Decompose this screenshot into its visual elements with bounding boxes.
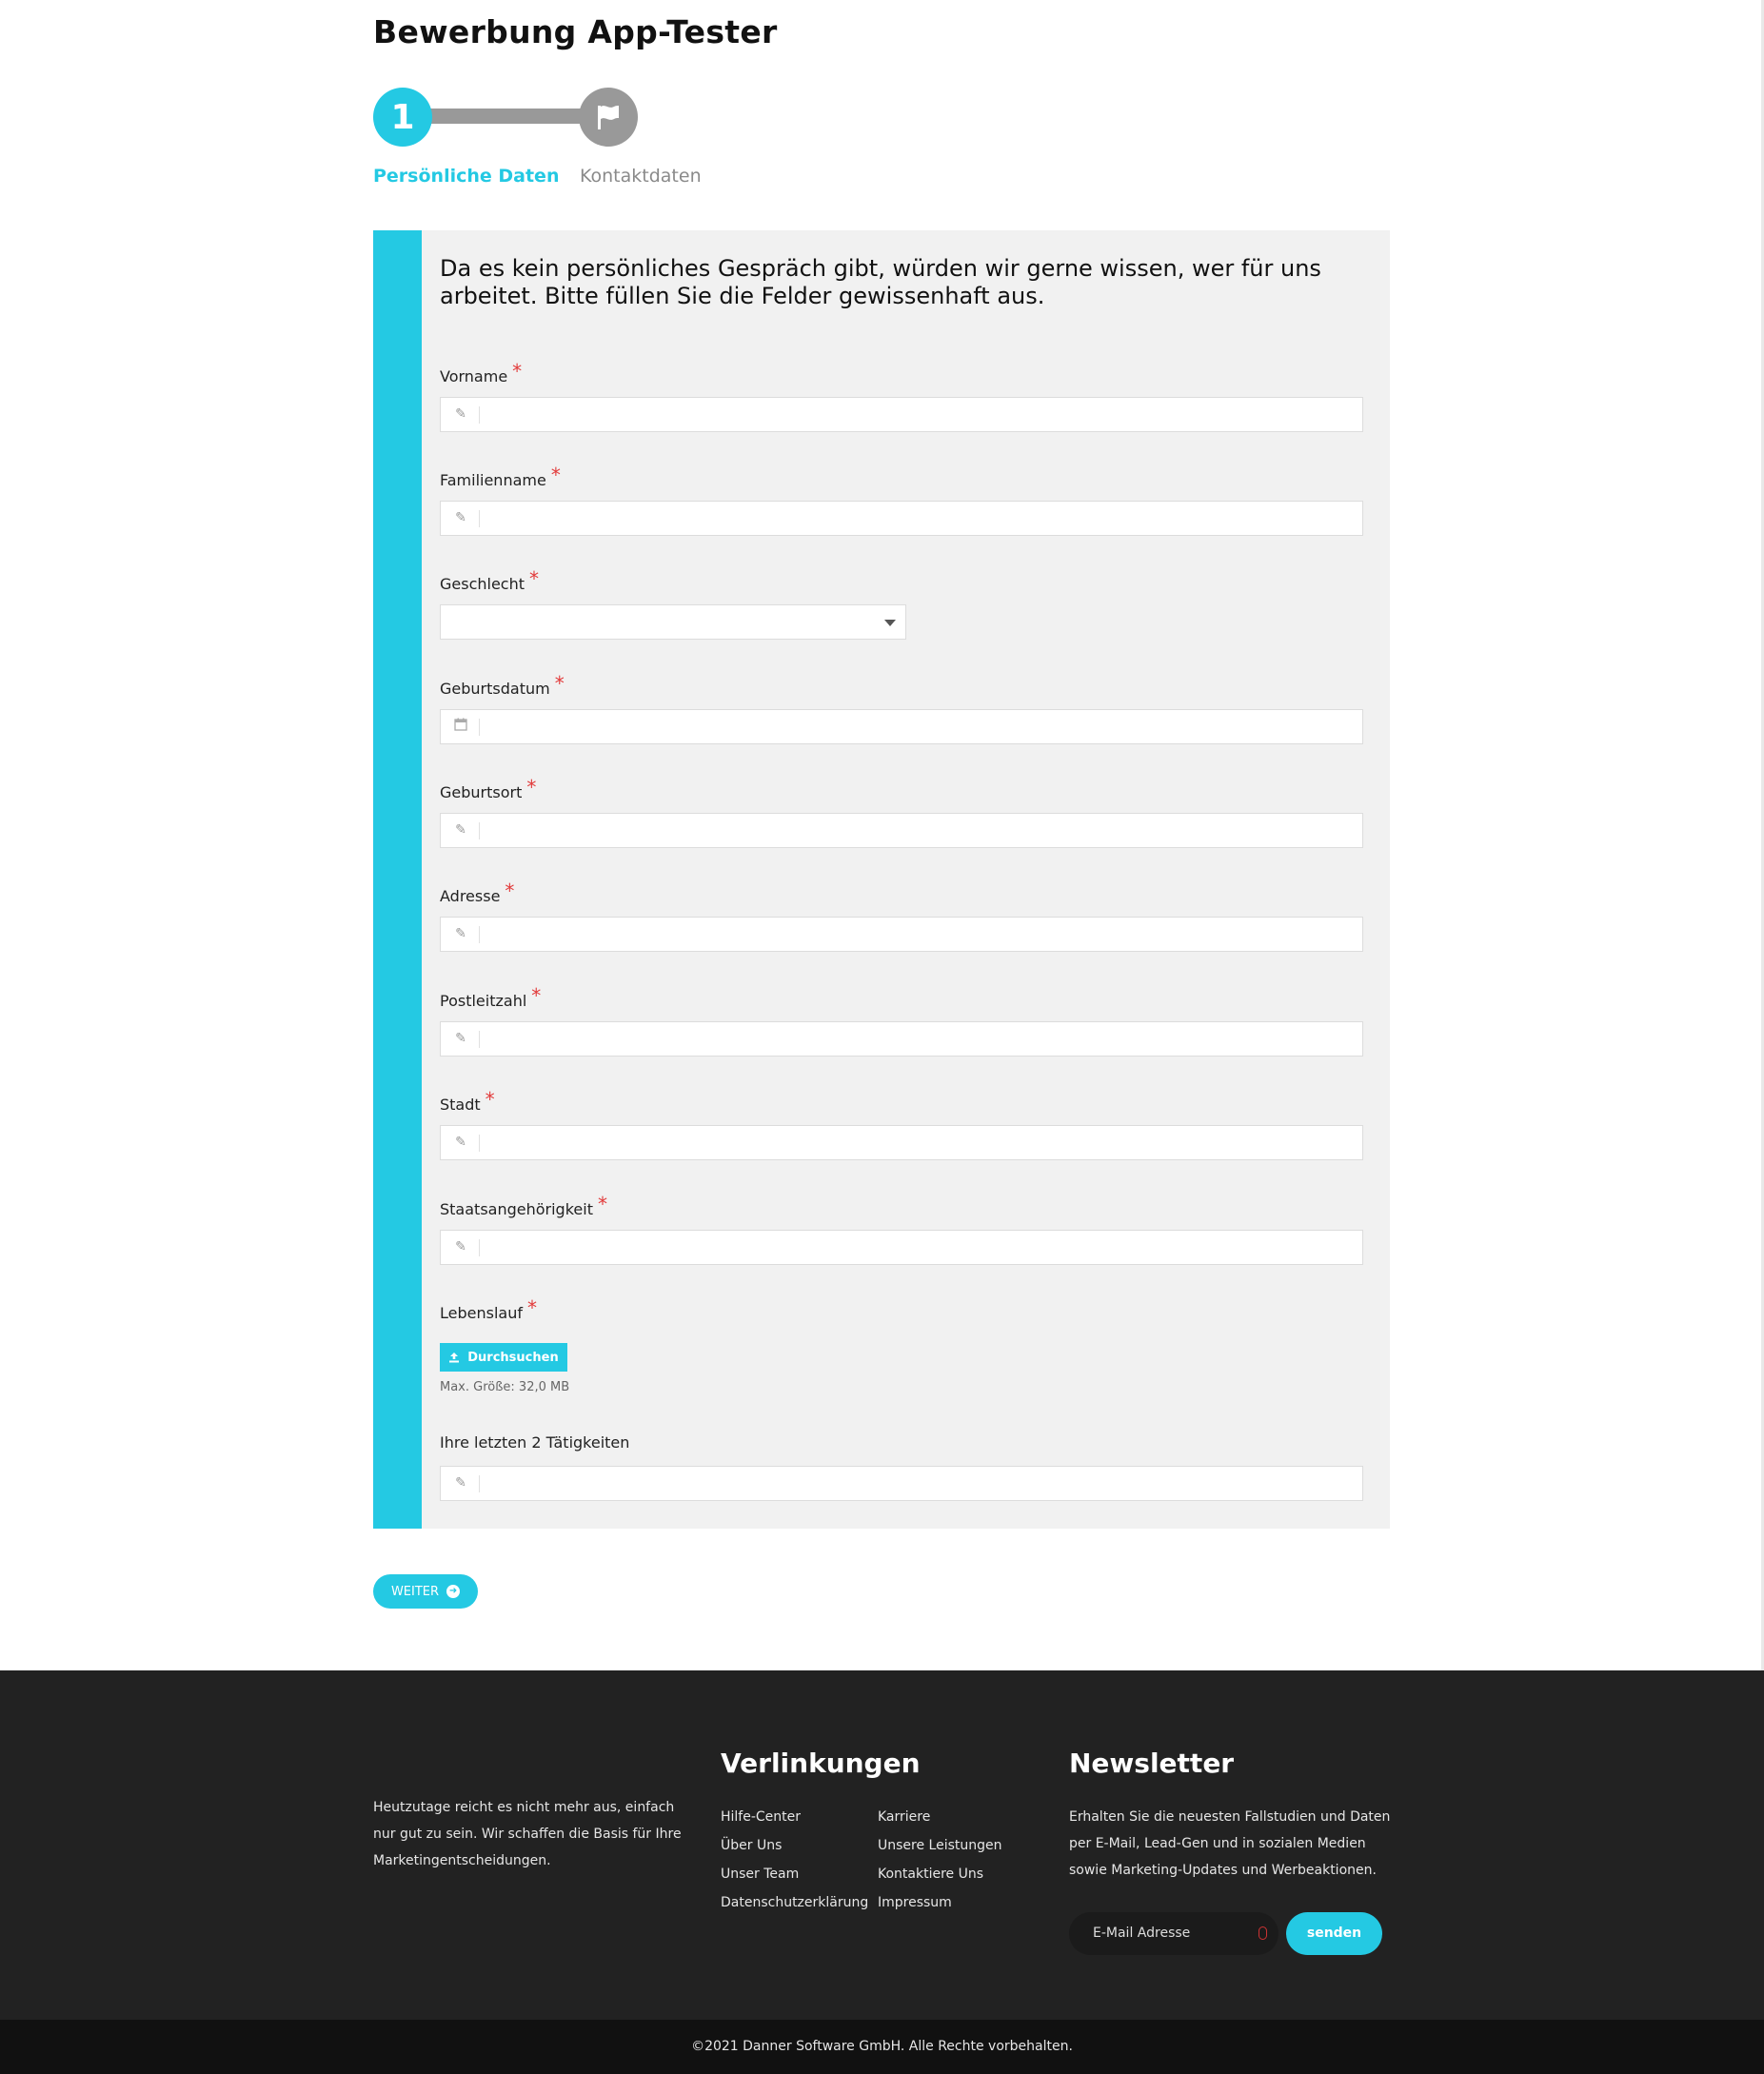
geburtsort-input[interactable]	[440, 813, 1363, 848]
stadt-input[interactable]	[440, 1125, 1363, 1160]
geschlecht-label: Geschlecht *	[440, 567, 540, 593]
geburtsort-label: Geburtsort *	[440, 776, 537, 801]
step-2-label[interactable]: Kontaktdaten	[580, 166, 702, 187]
form-intro: Da es kein persönliches Gespräch gibt, würden wir gerne wissen, wer für uns arbeitet. Bitte füllen Sie die Felder gewissenhaft aus.	[440, 255, 1321, 309]
required-mark: *	[512, 360, 523, 383]
footer-link-ueber-uns[interactable]: Über Uns	[721, 1838, 783, 1853]
required-mark: *	[550, 464, 561, 486]
geburtsdatum-label: Geburtsdatum *	[440, 672, 565, 698]
pencil-icon: ✎	[455, 1031, 466, 1046]
next-button-label: WEITER	[390, 1584, 440, 1599]
step-2-indicator[interactable]	[579, 88, 638, 147]
taetigkeiten-input[interactable]	[440, 1466, 1363, 1501]
postleitzahl-input[interactable]	[440, 1021, 1363, 1057]
browse-file-label: Durchsuchen	[467, 1350, 559, 1365]
pencil-icon: ✎	[455, 1135, 466, 1150]
geschlecht-select[interactable]	[440, 604, 906, 640]
newsletter-submit-button[interactable]: senden	[1286, 1912, 1382, 1955]
footer-link-karriere[interactable]: Karriere	[878, 1809, 931, 1825]
pencil-icon: ✎	[455, 1475, 466, 1491]
required-mark: *	[526, 776, 537, 799]
next-button[interactable]	[373, 1574, 478, 1609]
required-mark: *	[505, 879, 515, 902]
browse-file-button[interactable]	[440, 1343, 567, 1372]
footer-link-unser-team[interactable]: Unser Team	[721, 1867, 800, 1882]
required-mark: *	[531, 984, 542, 1007]
pencil-icon: ✎	[455, 406, 466, 422]
footer-link-leistungen[interactable]: Unsere Leistungen	[878, 1838, 1002, 1853]
footer-link-datenschutz[interactable]: Datenschutzerklärung	[721, 1895, 869, 1910]
calendar-icon	[452, 718, 469, 735]
required-mark: *	[526, 1296, 537, 1319]
required-mark: *	[554, 672, 565, 695]
vorname-label: Vorname *	[440, 360, 523, 385]
taetigkeiten-label: Ihre letzten 2 Tätigkeiten	[440, 1433, 630, 1452]
footer-link-impressum[interactable]: Impressum	[878, 1895, 952, 1910]
footer-about-text: Heutzutage reicht es nicht mehr aus, einfach nur gut zu sein. Wir schaffen die Basis für Ihre Marketingentscheidungen.	[373, 1800, 682, 1868]
newsletter-email-placeholder: E-Mail Adresse	[1093, 1926, 1191, 1941]
required-mark: *	[529, 567, 540, 590]
step-1-indicator[interactable]	[373, 88, 432, 147]
vorname-input[interactable]	[440, 397, 1363, 432]
familienname-label: Familienname *	[440, 464, 561, 489]
copyright-text: ©2021 Danner Software GmbH. Alle Rechte vorbehalten.	[691, 2039, 1073, 2054]
chevron-down-icon	[884, 620, 896, 626]
copyright-bar	[0, 2020, 1764, 2074]
footer-link-hilfe-center[interactable]: Hilfe-Center	[721, 1809, 802, 1825]
lebenslauf-label: Lebenslauf *	[440, 1296, 537, 1322]
footer	[0, 1670, 1764, 2020]
footer-link-kontakt[interactable]: Kontaktiere Uns	[878, 1867, 984, 1882]
flag-icon	[592, 101, 624, 133]
step-1-number: 1	[390, 97, 415, 137]
footer-links-column-1	[721, 1806, 868, 1920]
pencil-icon: ✎	[455, 1239, 466, 1254]
mouse-icon	[1259, 1926, 1267, 1940]
panel-accent-bar	[373, 230, 422, 1529]
newsletter-email-input[interactable]	[1069, 1912, 1278, 1955]
upload-size-hint: Max. Größe: 32,0 MB	[440, 1380, 570, 1394]
newsletter-title: Newsletter	[1069, 1748, 1235, 1779]
postleitzahl-label: Postleitzahl *	[440, 984, 542, 1010]
upload-icon	[448, 1352, 460, 1363]
pencil-icon: ✎	[455, 822, 466, 838]
staatsangehoerigkeit-input[interactable]	[440, 1230, 1363, 1265]
stadt-label: Stadt *	[440, 1088, 495, 1114]
adresse-label: Adresse *	[440, 879, 515, 905]
required-mark: *	[485, 1088, 495, 1111]
page-title: Bewerbung App-Tester	[373, 13, 778, 50]
familienname-input[interactable]	[440, 501, 1363, 536]
newsletter-text: Erhalten Sie die neuesten Fallstudien und Daten per E-Mail, Lead-Gen und in sozialen Medien sowie Marketing-Updates und Werbeaktionen.	[1069, 1809, 1391, 1878]
form-panel	[373, 230, 1390, 1529]
footer-links-title: Verlinkungen	[721, 1748, 921, 1779]
pencil-icon: ✎	[455, 926, 466, 941]
pencil-icon: ✎	[455, 510, 466, 525]
adresse-input[interactable]	[440, 917, 1363, 952]
required-mark: *	[597, 1193, 607, 1215]
step-1-label[interactable]: Persönliche Daten	[373, 166, 560, 187]
arrow-right-circle-icon: ➜	[446, 1585, 460, 1598]
footer-links-column-2	[878, 1806, 1002, 1920]
staatsangehoerigkeit-label: Staatsangehörigkeit *	[440, 1193, 607, 1218]
geburtsdatum-input[interactable]	[440, 709, 1363, 744]
